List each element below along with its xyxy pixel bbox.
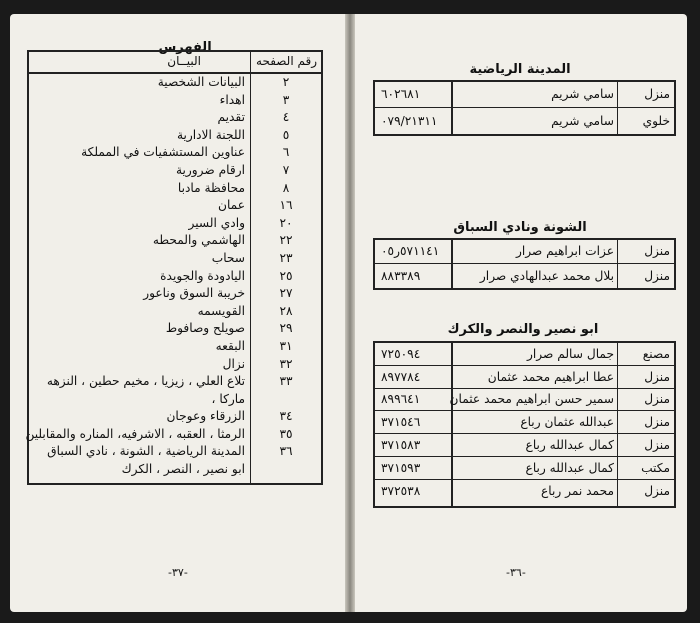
index-table: [27, 50, 323, 485]
index-row: [29, 197, 321, 215]
index-row: [29, 373, 321, 391]
table-row: [375, 457, 674, 480]
index-entry-text: القويسمه: [197, 303, 245, 318]
contact-type: مكتب: [641, 460, 670, 475]
contact-name: عطا ابراهيم محمد عثمان: [487, 369, 614, 384]
contact-name: جمال سالم صرار: [527, 346, 614, 361]
section-title-abu-nseir: ابو نصير والنصر والكرك: [447, 322, 599, 337]
index-row: [29, 215, 321, 233]
index-page-number: ٣٤: [279, 409, 293, 424]
index-row: [29, 461, 321, 479]
index-page-number: ٧: [282, 162, 290, 177]
index-row: [29, 356, 321, 374]
table-row: [375, 480, 674, 503]
phone-number: ٨٨٣٣٨٩: [381, 268, 421, 283]
table-row: [375, 389, 674, 412]
index-row: [29, 443, 321, 461]
contact-type: منزل: [644, 369, 670, 384]
index-page-number: ٢٣: [279, 250, 293, 265]
contact-type: منزل: [644, 268, 670, 283]
phone-number: ٦٠٢٦٨١: [381, 87, 421, 102]
left-page-number: -٣٧-: [168, 566, 188, 579]
index-entry-text: البيانات الشخصية: [157, 75, 245, 89]
index-page-number: ١٦: [279, 198, 293, 213]
index-page-number: ٢٧: [279, 286, 293, 301]
index-entry-text: الرمثا ، العقبه ، الاشرفيه، المناره والمقابلين: [25, 426, 245, 441]
index-title: الفهرس: [158, 40, 212, 55]
index-entry-text: سحاب: [211, 250, 245, 265]
contact-name: سمير حسن ابراهيم محمد عثمان: [449, 392, 614, 407]
index-page-number: ٣٥: [279, 426, 293, 441]
index-entry-text: اليادودة والجويدة: [160, 268, 245, 283]
index-rows: [25, 74, 321, 479]
index-row: [29, 232, 321, 250]
index-entry-text: وادي السير: [188, 215, 245, 230]
description-header: البيــان: [167, 54, 201, 68]
table-row: [375, 343, 674, 366]
page-number-header: رقم الصفحه: [256, 54, 317, 68]
contact-name: عبدالله عثمان رباع: [520, 415, 614, 430]
index-row: [29, 391, 321, 409]
contact-name: سامي شريم: [551, 87, 614, 102]
index-entry-text: ابو نصير ، النصر ، الكرك: [121, 462, 245, 477]
phone-number: ٣٧١٥٨٣: [381, 438, 421, 453]
contact-type: منزل: [644, 392, 670, 407]
index-page-number: ٢: [282, 75, 290, 89]
index-page-number: ٣٣: [279, 374, 293, 389]
contact-type: منزل: [644, 244, 670, 259]
table-row: [375, 108, 674, 134]
table-shouna: [373, 238, 676, 290]
contact-type: منزل: [644, 484, 670, 499]
index-row: [29, 320, 321, 338]
section-title-shouna: الشونة ونادي السباق: [453, 220, 587, 235]
index-entry-text: ماركا ،: [211, 391, 245, 406]
contact-type: منزل: [644, 87, 670, 102]
index-page-number: ٣: [282, 92, 290, 107]
table-row: [375, 366, 674, 389]
index-row: [29, 162, 321, 180]
index-page-number: ٢٩: [279, 321, 293, 336]
index-page-number: ٣٦: [279, 444, 293, 459]
index-row: [29, 408, 321, 426]
phone-number: ٧٢٥٠٩٤: [381, 346, 421, 361]
index-row: [29, 109, 321, 127]
index-page-number: ٨: [282, 180, 290, 195]
section-title-sports-city: المدينة الرياضية: [469, 62, 571, 77]
right-page-number: -٣٦-: [506, 566, 526, 579]
index-page-number: ٢٠: [279, 215, 293, 230]
index-page-number: ٣١: [279, 338, 293, 353]
index-entry-text: عناوين المستشفيات في المملكة: [81, 145, 245, 160]
index-row: [29, 250, 321, 268]
phone-number: ٣٧١٥٩٣: [381, 460, 421, 475]
contact-type: خلوي: [642, 113, 670, 128]
index-page-number: ٦: [282, 145, 290, 160]
index-header: [29, 52, 321, 74]
index-entry-text: خريبة السوق وناعور: [143, 286, 245, 301]
table-row: [375, 82, 674, 108]
index-row: [25, 426, 321, 444]
index-page-number: ٤: [282, 110, 290, 125]
index-row: [29, 74, 321, 92]
contact-name: كمال عبدالله رباع: [525, 460, 614, 475]
phone-number: ٠٧٩/٢١٣١١: [381, 113, 438, 128]
index-entry-text: صويلح وصافوط: [165, 321, 245, 336]
contact-name: بلال محمد عبدالهادي صرار: [479, 268, 614, 283]
book-spine: [345, 14, 355, 612]
index-entry-text: الهاشمي والمحطه: [152, 233, 245, 248]
index-entry-text: اهداء: [219, 92, 245, 107]
table-row: [375, 264, 674, 288]
index-page-number: ٥: [282, 127, 290, 142]
index-entry-text: اللجنة الادارية: [176, 127, 245, 142]
index-entry-text: البقعه: [215, 338, 245, 353]
index-entry-text: نزال: [222, 356, 245, 371]
table-abu-nseir: [373, 341, 676, 508]
contact-name: عزات ابراهيم صرار: [515, 244, 614, 259]
index-page-number: ٣٢: [279, 356, 293, 371]
contact-name: كمال عبدالله رباع: [525, 438, 614, 453]
index-page-number: ٢٨: [279, 303, 293, 318]
phone-number: ٥٧١١٤١ر٠٥: [381, 244, 440, 259]
index-row: [29, 268, 321, 286]
contact-name: محمد نمر رباع: [540, 484, 614, 499]
table-row: [375, 411, 674, 434]
index-entry-text: محافظة مادبا: [177, 180, 245, 195]
contact-type: مصنع: [642, 346, 670, 361]
contact-name: سامي شريم: [551, 113, 614, 128]
table-sports-city: [373, 80, 676, 136]
index-row: [29, 338, 321, 356]
index-entry-text: عمان: [218, 198, 245, 213]
index-row: [29, 303, 321, 321]
index-entry-text: الزرقاء وعوجان: [166, 409, 245, 424]
index-page-number: ٢٢: [279, 233, 293, 248]
phone-number: ٣٧١٥٤٦: [381, 415, 421, 430]
index-entry-text: المدينة الرياضية ، الشونة ، نادي السباق: [47, 444, 245, 459]
index-row: [29, 285, 321, 303]
index-page-number: ٢٥: [279, 268, 293, 283]
index-row: [29, 180, 321, 198]
index-row: [29, 144, 321, 162]
index-entry-text: ارقام ضرورية: [175, 162, 245, 177]
phone-number: ٨٩٩٦٤١: [381, 392, 421, 407]
phone-number: ٨٩٧٧٨٤: [381, 369, 421, 384]
contact-type: منزل: [644, 438, 670, 453]
index-entry-text: تلاع العلي ، زيزيا ، مخيم حطين ، النزهه: [46, 374, 245, 389]
index-entry-text: تقديم: [217, 110, 245, 125]
index-row: [29, 127, 321, 145]
phone-number: ٣٧٢٥٣٨: [381, 484, 421, 499]
index-row: [29, 92, 321, 110]
contact-type: منزل: [644, 415, 670, 430]
table-row: [375, 240, 674, 264]
table-row: [375, 434, 674, 457]
